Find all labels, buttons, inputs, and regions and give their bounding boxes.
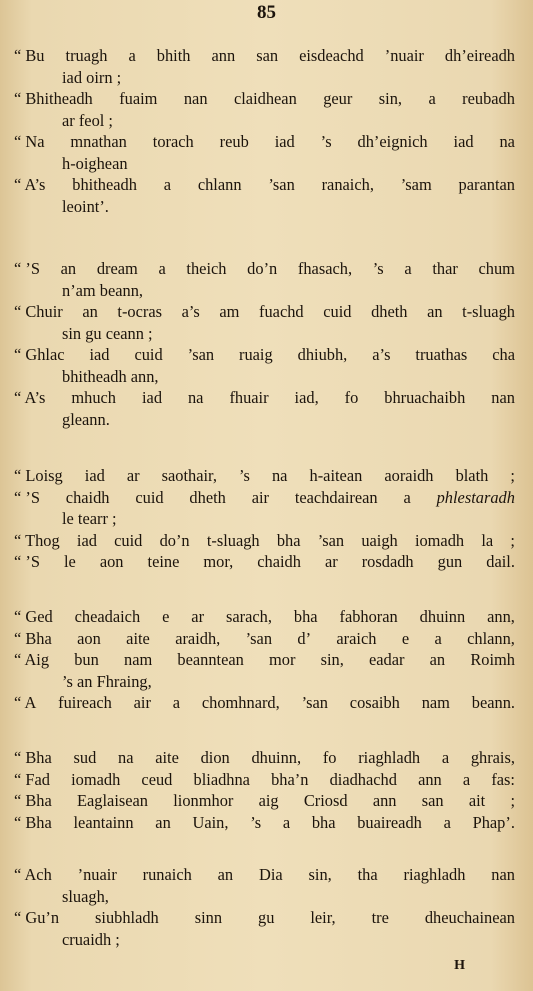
stanza — [14, 465, 515, 573]
verse-line: “ Thog iad cuid do’n t-sluagh bha ’san uaigh iomadh la ; — [14, 530, 515, 550]
verse-line-continuation: le tearr ; — [62, 509, 117, 528]
verse-line: “ Bha leantainn an Uain, ’s a bha buaireadh a Phap’. — [14, 812, 515, 832]
verse-line-continuation: n’am beann, — [62, 280, 144, 300]
verse-line: “ Na mnathan torach reub iad ’s dh’eignich iad na — [14, 132, 515, 151]
stanza — [14, 258, 515, 430]
stanza — [14, 747, 515, 833]
verse-line-continuation: sin gu ceann ; — [62, 323, 153, 343]
verse-line: “ Loisg iad ar saothair, ’s na h-aitean aoraidh blath ; — [14, 466, 515, 485]
verse-line-continuation: iad oirn ; — [62, 67, 122, 87]
verse-line-continuation: ar feol ; — [62, 110, 113, 130]
verse-line: “ Bu truagh a bhith ann san eisdeachd ’nuair dh’eireadh — [14, 46, 515, 65]
verse-line: “ A’s mhuch iad na fhuair iad, fo bhruachaibh nan — [14, 388, 515, 407]
verse-line: “ ’S an dream a theich do’n fhasach, ’s a thar chum — [14, 259, 515, 278]
verse-line-continuation: h-oighean — [62, 153, 128, 173]
verse-line: “ Ach ’nuair runaich an Dia sin, tha riaghladh nan — [14, 865, 515, 884]
verse-line: “ Ged cheadaich e ar sarach, bha fabhoran dhuinn ann, — [14, 607, 515, 626]
verse-line: “ A fuireach air a chomhnard, ’san cosaibh nam beann. — [14, 693, 515, 712]
verse-line-continuation: bhitheadh ann, — [62, 366, 159, 386]
verse-line-continuation: ’s an Fhraing, — [62, 671, 152, 691]
verse-line: “ Gu’n siubhladh sinn gu leir, tre dheuchainean — [14, 908, 515, 927]
verse-line: “ Ghlac iad cuid ’san ruaig dhiubh, a’s truathas cha — [14, 345, 515, 364]
verse-line-continuation: gleann. — [62, 409, 110, 429]
signature-mark: H — [454, 958, 465, 973]
page-number: 85 — [257, 2, 276, 23]
stanza — [14, 864, 515, 950]
verse-line: “ Chuir an t-ocras a’s am fuachd cuid dheth an t-sluagh — [14, 302, 515, 321]
verse-line: “ Bha sud na aite dion dhuinn, fo riaghladh a ghrais, — [14, 748, 515, 767]
verse-line: “ Aig bun nam beanntean mor sin, eadar an Roimh — [14, 650, 515, 669]
verse-line-continuation: cruaidh ; — [62, 929, 120, 949]
verse-line-continuation: sluagh, — [62, 886, 109, 906]
verse-line: “ A’s bhitheadh a chlann ’san ranaich, ’sam parantan — [14, 175, 515, 194]
verse-line: “ Fad iomadh ceud bliadhna bha’n diadhachd ann a fas: — [14, 769, 515, 789]
stanza — [14, 45, 515, 217]
verse-line: “ Bhitheadh fuaim nan claidhean geur sin, a reubadh — [14, 89, 515, 108]
verse-line: “ ’S chaidh cuid dheth air teachdairean a phlestaradh — [14, 487, 515, 507]
stanza — [14, 606, 515, 714]
verse-line: “ ’S le aon teine mor, chaidh ar rosdadh gun dail. — [14, 552, 515, 571]
verse-line: “ Bha Eaglaisean lionmhor aig Criosd ann san ait ; — [14, 791, 515, 810]
verse-line-continuation: leoint’. — [62, 196, 109, 216]
verse-line: “ Bha aon aite araidh, ’san d’ araich e a chlann, — [14, 628, 515, 648]
